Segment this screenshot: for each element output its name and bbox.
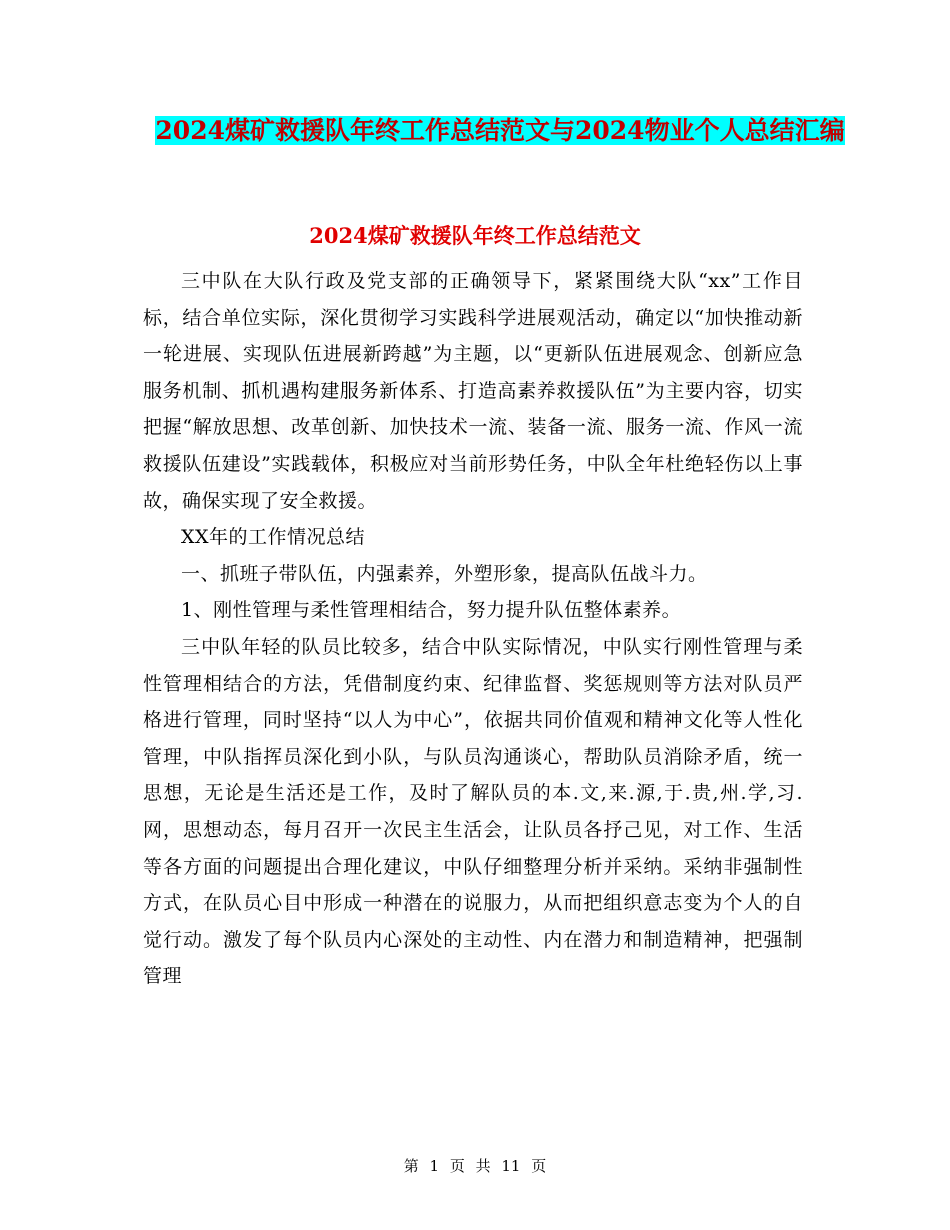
page-footer: 第 1 页 共 11 页 — [403, 1157, 547, 1175]
paragraph: XX年的工作情况总结 — [181, 526, 366, 549]
section-title: 2024煤矿救援队年终工作总结范文 — [309, 223, 641, 248]
document-title-text: 2024煤矿救援队年终工作总结范文与2024物业个人总结汇编 — [155, 116, 845, 145]
body-text — [143, 263, 803, 995]
paragraph: 1、刚性管理与柔性管理相结合，努力提升队伍整体素养。 — [181, 599, 682, 622]
paragraph: 三中队在大队行政及党支部的正确领导下，紧紧围绕大队“xx”工作目标，结合单位实际，深化贯彻学习实践科学进展观活动，确定以“加快推动新一轮进展、实现队伍进展新跨越”为主题，以“更新队伍进展观念、创新应急服务机制、抓机遇构建服务新体系、打造高素养救援队伍”为主要内容，切实把握“解放思想、改革创新、加快技术一流、装备一流、服务一流、作风一流救援队伍建设”实践载体，积极应对当前形势任务，中队全年杜绝轻伤以上事故，确保实现了安全救援。 — [143, 270, 803, 512]
document-title — [150, 108, 850, 153]
paragraph: 三中队年轻的队员比较多，结合中队实际情况，中队实行刚性管理与柔性管理相结合的方法，凭借制度约束、纪律监督、奖惩规则等方法对队员严格进行管理，同时坚持“以人为中心”，依据共同价值观和精神文化等人性化管理，中队指挥员深化到小队，与队员沟通谈心，帮助队员消除矛盾，统一思想，无论是生活还是工作，及时了解队员的本.文,来.源,于.贵,州.学,习.网，思想动态，每月召开一次民主生活会，让队员各抒己见，对工作、生活等各方面的问题提出合理化建议，中队仔细整理分析并采纳。采纳非强制性方式，在队员心目中形成一种潜在的说服力，从而把组织意志变为个人的自觉行动。激发了每个队员内心深处的主动性、内在潜力和制造精神，把强制管理 — [143, 635, 803, 988]
paragraph: 一、抓班子带队伍，内强素养，外塑形象，提高队伍战斗力。 — [181, 562, 708, 585]
